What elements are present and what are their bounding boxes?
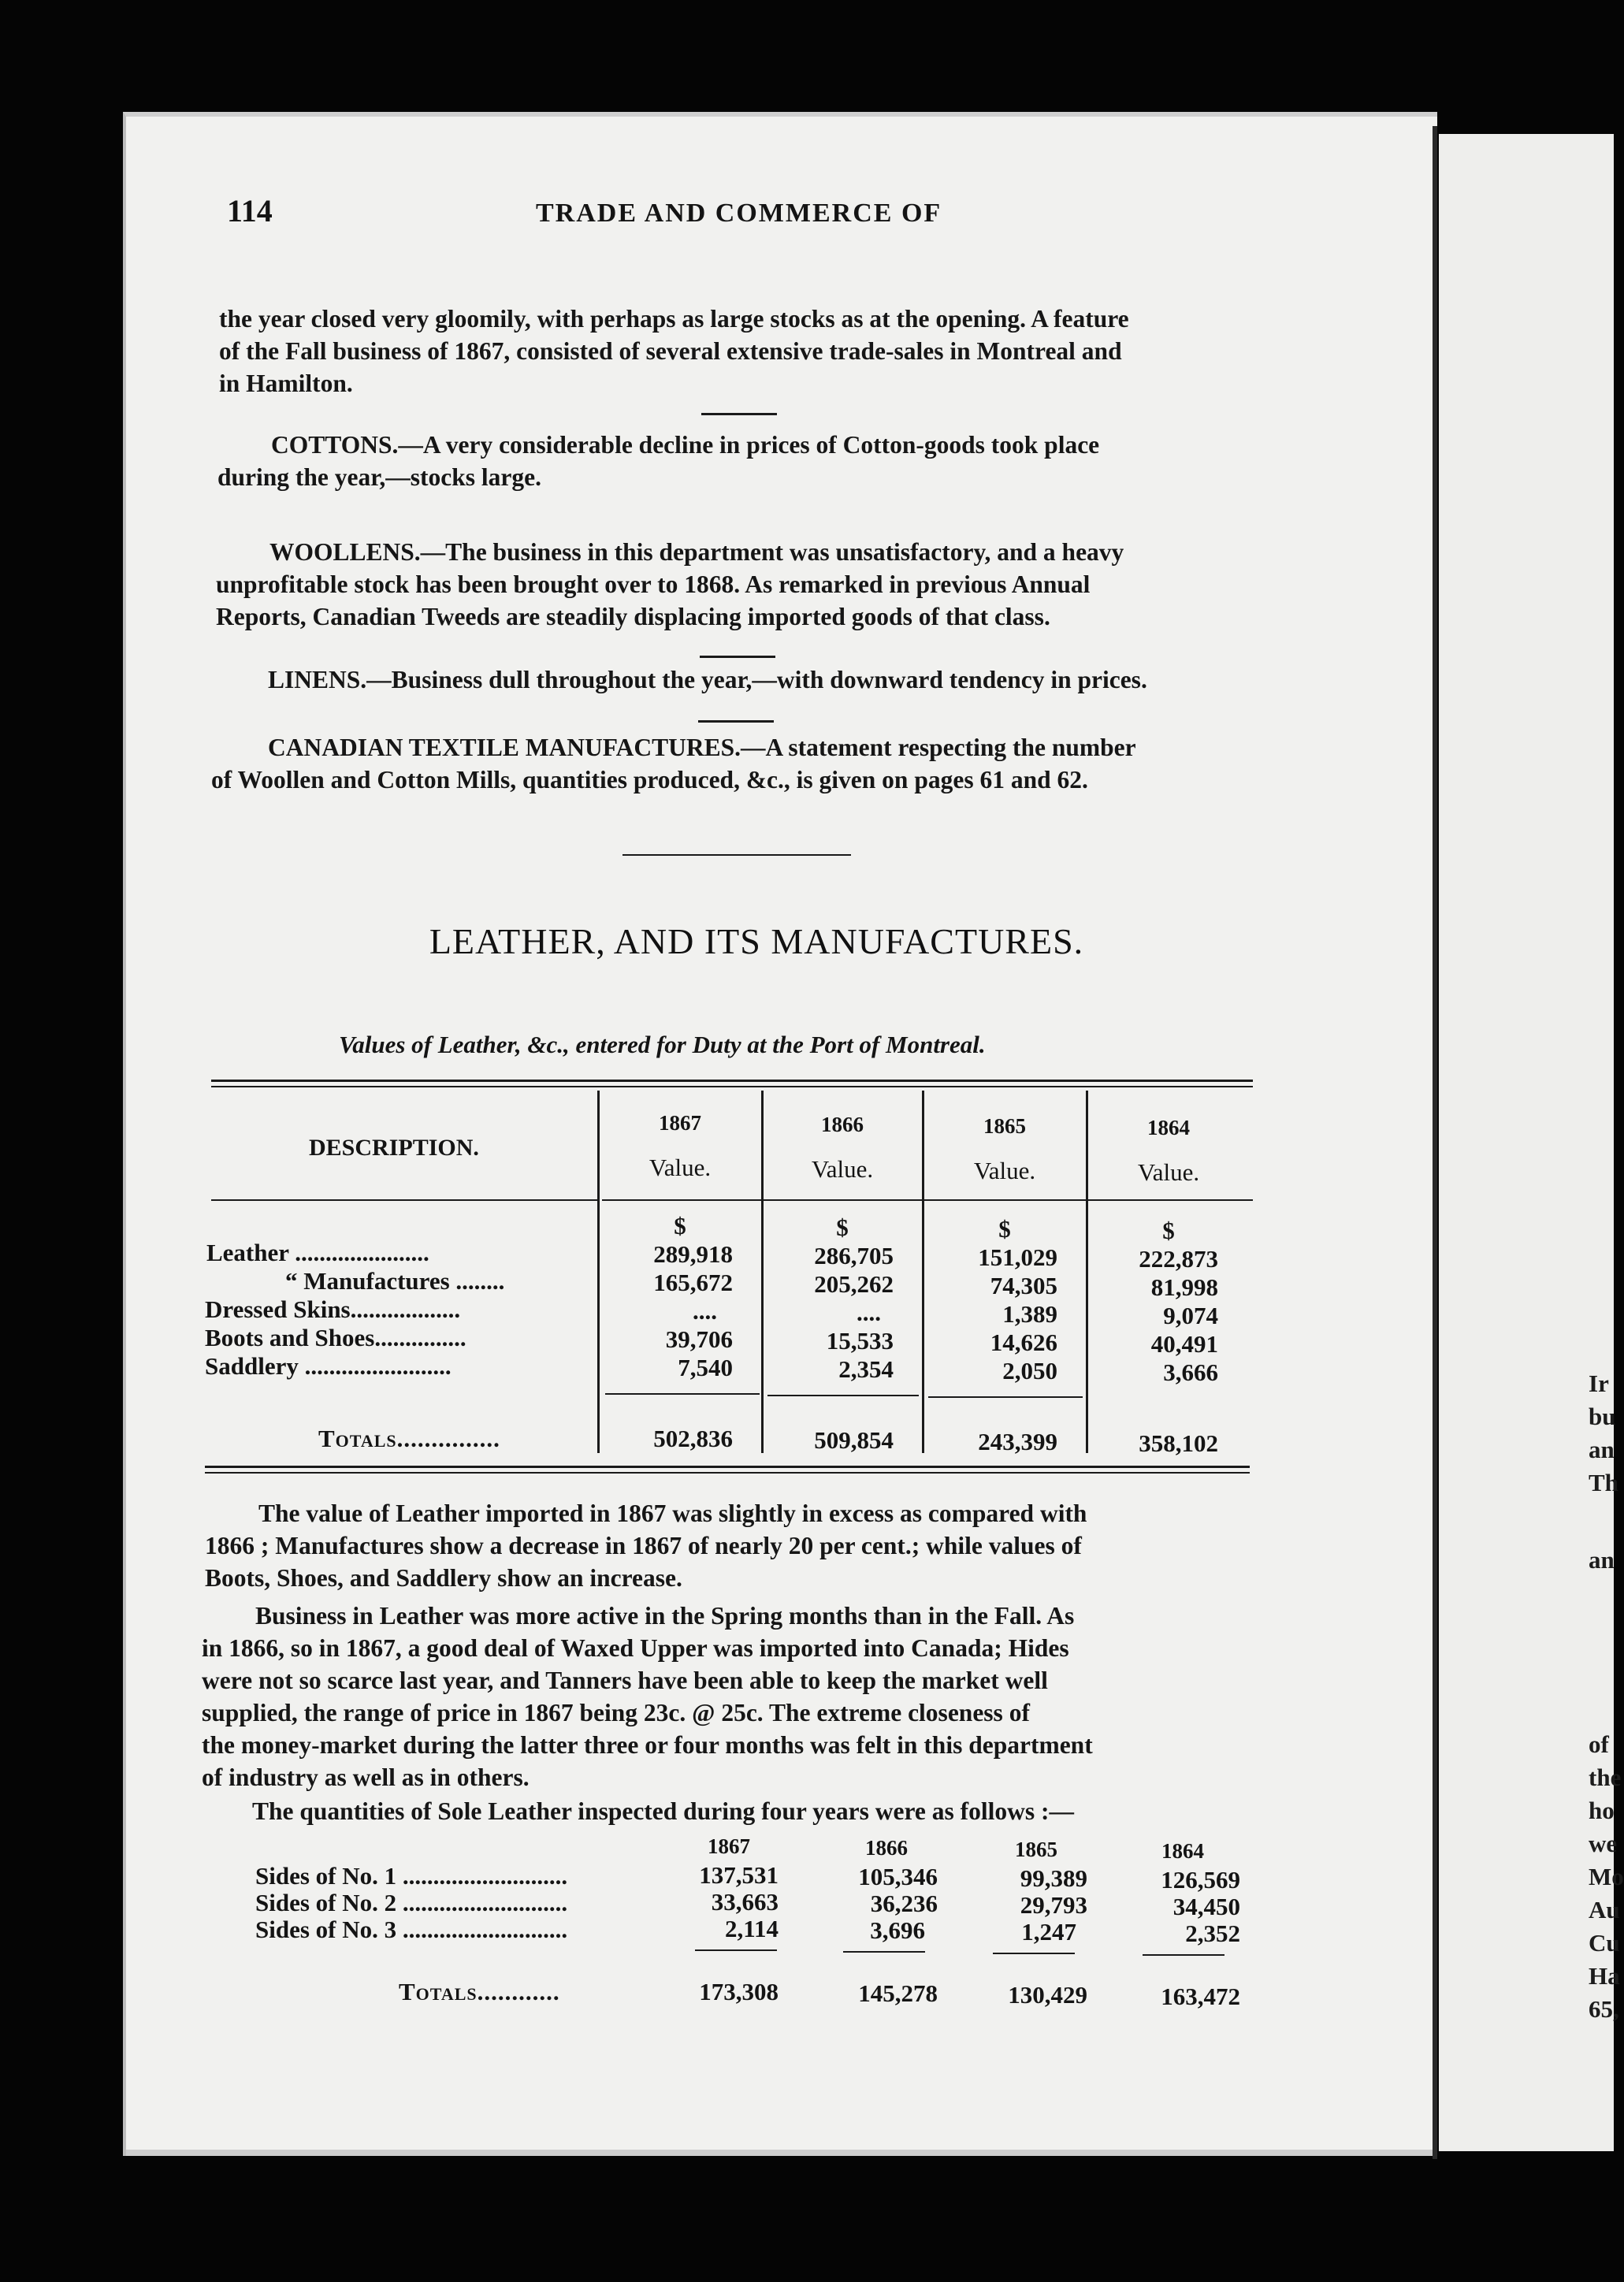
table-cell: 3,666	[1163, 1358, 1218, 1386]
year-header: 1865	[983, 1114, 1026, 1138]
section-title: LEATHER, AND ITS MANUFACTURES.	[429, 921, 1084, 961]
text-line: the year closed very gloomily, with perhaps as large stocks as at the opening. A feature	[219, 305, 1129, 333]
facing-page-fragment: the	[1589, 1764, 1622, 1791]
text-line: WOOLLENS.—The business in this department was unsatisfactory, and a heavy	[269, 538, 1124, 566]
table-cell: 205,262	[814, 1270, 894, 1298]
total-cell: 243,399	[978, 1428, 1057, 1455]
facing-page-fragment: of	[1589, 1730, 1609, 1758]
table-cell: 1,389	[1002, 1300, 1057, 1328]
text-line: were not so scarce last year, and Tanners have been able to keep the market well	[202, 1667, 1048, 1694]
currency-sign: $	[674, 1212, 686, 1239]
table-row-label: Dressed Skins..................	[205, 1295, 461, 1323]
book-gutter	[1433, 126, 1437, 2159]
running-head: TRADE AND COMMERCE OF	[536, 199, 942, 228]
table-caption: Values of Leather, &c., entered for Duty at the Port of Montreal.	[339, 1031, 986, 1058]
total-cell: 509,854	[814, 1426, 894, 1454]
table-cell: 7,540	[678, 1354, 733, 1381]
total-rule	[695, 1949, 777, 1951]
text-line: CANADIAN TEXTILE MANUFACTURES.—A statement respecting the number	[268, 734, 1136, 761]
facing-page-fragment: an	[1589, 1436, 1615, 1463]
facing-page-edge	[1439, 134, 1624, 2151]
table-cell: 2,050	[1002, 1357, 1057, 1384]
page-content	[126, 117, 1440, 2161]
text-line: during the year,—stocks large.	[217, 463, 541, 491]
table-cell: 39,706	[665, 1325, 733, 1353]
year-header: 1866	[865, 1836, 908, 1860]
year-header: 1867	[708, 1834, 750, 1858]
facing-page-fragment: bu	[1589, 1403, 1616, 1430]
table-row-label: Boots and Shoes...............	[205, 1324, 466, 1351]
year-header: 1864	[1147, 1116, 1190, 1139]
total-cell: 130,429	[1008, 1981, 1087, 2009]
value-header: Value.	[811, 1155, 874, 1183]
facing-page-fragment: 65,	[1589, 1995, 1619, 2023]
currency-sign: $	[836, 1213, 849, 1241]
table-cell: 105,346	[858, 1863, 938, 1890]
table-cell: 2,354	[838, 1355, 894, 1383]
facing-page-fragment: Ha	[1589, 1962, 1620, 1990]
total-cell: 163,472	[1161, 1983, 1240, 2010]
table-cell: 2,114	[724, 1915, 779, 1942]
currency-sign: $	[998, 1215, 1011, 1243]
book-page	[123, 112, 1437, 2156]
facing-page-fragment: Th	[1589, 1469, 1618, 1496]
year-header: 1865	[1015, 1838, 1057, 1861]
text-line: of Woollen and Cotton Mills, quantities produced, &c., is given on pages 61 and 62.	[211, 766, 1088, 793]
table-cell: 40,491	[1150, 1330, 1218, 1358]
table-row-label: Sides of No. 3 ...........................	[255, 1916, 568, 1943]
year-header: 1867	[659, 1111, 701, 1135]
total-rule	[993, 1953, 1075, 1954]
text-line: in 1866, so in 1867, a good deal of Waxed Upper was imported into Canada; Hides	[202, 1634, 1069, 1662]
table-cell: 15,533	[826, 1327, 894, 1355]
text-line: Reports, Canadian Tweeds are steadily displacing imported goods of that class.	[216, 603, 1050, 630]
total-cell: 502,836	[653, 1425, 733, 1452]
text-line: unprofitable stock has been brought over to 1868. As remarked in previous Annual	[216, 570, 1091, 598]
table-row-label: Sides of No. 2 ...........................	[255, 1889, 568, 1916]
table-cell: 151,029	[978, 1243, 1057, 1271]
table-cell: 2,352	[1185, 1920, 1240, 1947]
table-cell: 1,247	[1021, 1918, 1076, 1946]
table-cell: 29,793	[1020, 1891, 1087, 1919]
table-cell: ....	[693, 1297, 717, 1325]
year-header: 1864	[1161, 1839, 1204, 1863]
table-cell: 14,626	[990, 1329, 1057, 1356]
year-header: 1866	[821, 1113, 864, 1136]
text-line: LINENS.—Business dull throughout the year,—with downward tendency in prices.	[268, 666, 1147, 693]
table-cell: 34,450	[1172, 1893, 1240, 1920]
value-header: Value.	[1137, 1158, 1200, 1186]
table-cell: 3,696	[870, 1916, 925, 1944]
total-cell: 173,308	[699, 1978, 779, 2005]
facing-page-fragment: an	[1589, 1546, 1615, 1574]
table-cell: 36,236	[870, 1890, 938, 1917]
page-number: 114	[227, 193, 273, 229]
table-cell: 9,074	[1163, 1302, 1218, 1329]
totals-label: Totals...............	[318, 1425, 500, 1452]
text-line: COTTONS.—A very considerable decline in prices of Cotton-goods took place	[271, 431, 1100, 459]
facing-page-fragment: Mo	[1589, 1863, 1624, 1890]
value-header: Value.	[648, 1154, 712, 1181]
text-line: of industry as well as in others.	[202, 1764, 530, 1791]
description-header: DESCRIPTION.	[309, 1135, 479, 1161]
table-cell: 286,705	[814, 1242, 894, 1269]
text-line: the money-market during the latter three or four months was felt in this department	[202, 1731, 1093, 1759]
table-cell: ....	[857, 1299, 881, 1326]
text-line: The value of Leather imported in 1867 was slightly in excess as compared with	[258, 1500, 1087, 1527]
table-row-label: Saddlery ........................	[205, 1352, 452, 1380]
total-rule	[843, 1951, 925, 1953]
table-cell: 137,531	[699, 1861, 779, 1889]
totals-label: Totals............	[399, 1978, 560, 2005]
facing-page-fragment: ho	[1589, 1797, 1615, 1824]
table-row-label: Sides of No. 1 ...........................	[255, 1862, 568, 1890]
facing-page-fragment: Ir	[1589, 1370, 1609, 1397]
total-cell: 358,102	[1139, 1429, 1218, 1457]
text-line: in Hamilton.	[219, 370, 353, 397]
total-rule	[1143, 1954, 1225, 1956]
facing-page-fragment: Cu	[1589, 1929, 1620, 1957]
table-cell: 289,918	[653, 1240, 733, 1268]
currency-sign: $	[1162, 1217, 1175, 1244]
text-line: of the Fall business of 1867, consisted of several extensive trade-sales in Montreal and	[219, 337, 1122, 365]
table-cell: 81,998	[1150, 1273, 1218, 1301]
text-line: supplied, the range of price in 1867 being 23c. @ 25c. The extreme closeness of	[202, 1699, 1030, 1726]
table-cell: 99,389	[1020, 1864, 1087, 1892]
table-row-label: “ Manufactures ........	[285, 1267, 505, 1295]
facing-page-fragment: Au	[1589, 1896, 1620, 1923]
table-row-label: Leather ......................	[206, 1239, 429, 1266]
table-cell: 165,672	[653, 1269, 733, 1296]
text-line: Boots, Shoes, and Saddlery show an increase.	[205, 1564, 682, 1592]
table-cell: 33,663	[711, 1888, 779, 1916]
table-cell: 222,873	[1139, 1245, 1218, 1273]
text-line: The quantities of Sole Leather inspected during four years were as follows :—	[252, 1797, 1074, 1825]
facing-page-fragment: we	[1589, 1830, 1618, 1857]
table-cell: 126,569	[1161, 1866, 1240, 1894]
text-line: Business in Leather was more active in the Spring months than in the Fall. As	[255, 1602, 1075, 1630]
total-cell: 145,278	[858, 1979, 938, 2007]
value-header: Value.	[973, 1157, 1036, 1184]
text-line: 1866 ; Manufactures show a decrease in 1867 of nearly 20 per cent.; while values of	[205, 1532, 1082, 1559]
table-cell: 74,305	[990, 1272, 1057, 1299]
sole-leather-table	[126, 117, 1440, 2161]
